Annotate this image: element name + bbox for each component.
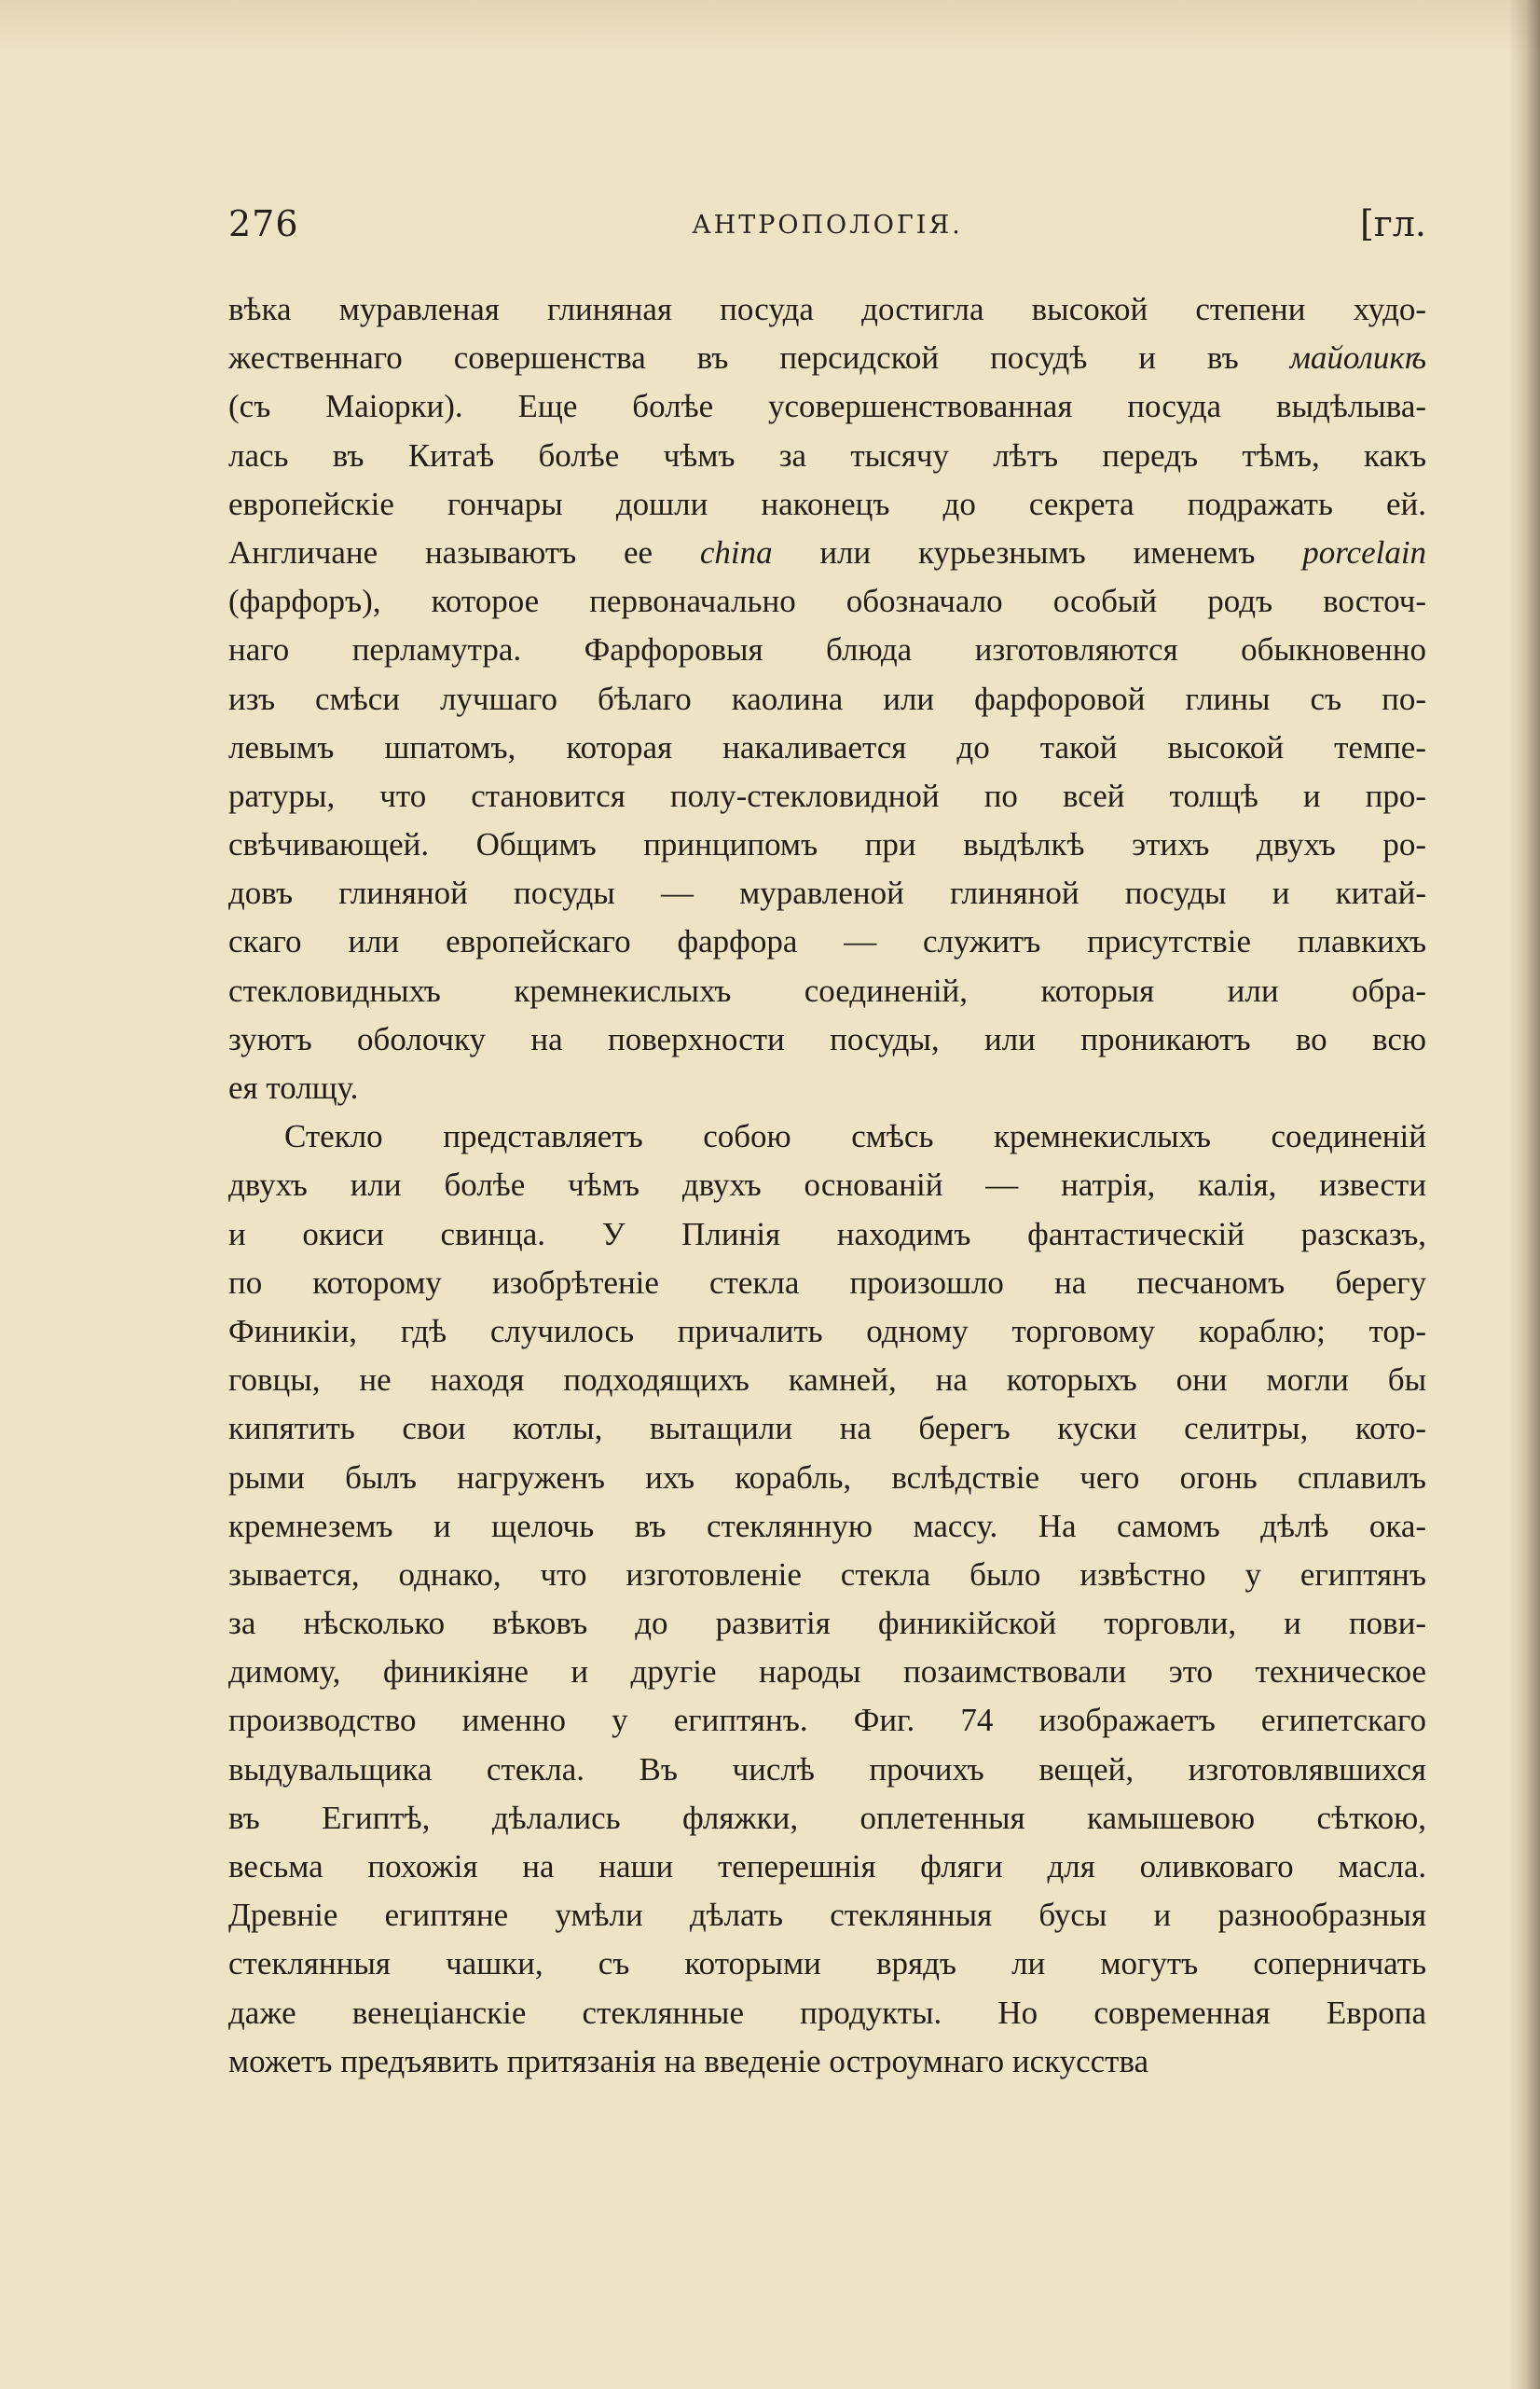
text-line: европейскіе гончары дошли наконецъ до секрета подражать ей. — [228, 485, 1426, 522]
text-line: стеклянныя чашки, съ которыми врядъ ли могутъ соперничать — [228, 1945, 1427, 1982]
text-line: (фарфоръ), которое первоначально обозначало особый родъ восточ- — [228, 583, 1427, 620]
text-line: зывается, однако, что изготовленіе стекла было извѣстно у египтянъ — [228, 1555, 1426, 1593]
paragraph — [228, 285, 1426, 1112]
text-line: ратуры, что становится полу-стекловидной по всей толщѣ и про- — [228, 777, 1427, 814]
chapter-reference: [гл. — [1360, 203, 1426, 244]
text-line: лась въ Китаѣ болѣе чѣмъ за тысячу лѣтъ передъ тѣмъ, какъ — [228, 436, 1427, 474]
text-line: вѣка муравленая глиняная посуда достигла высокой степени худо- — [228, 291, 1427, 327]
text-line: двухъ или болѣе чѣмъ двухъ основаній — натрія, калія, извести — [228, 1167, 1427, 1204]
text-line: зуютъ оболочку на поверхности посуды, или проникаютъ во всю — [228, 1020, 1427, 1057]
text-line: говцы, не находя подходящихъ камней, на которыхъ они могли бы — [228, 1361, 1427, 1399]
text-line: кремнеземъ и щелочь въ стеклянную массу. На самомъ дѣлѣ ока- — [228, 1507, 1427, 1544]
text-line: довъ глиняной посуды — муравленой глиняной посуды и китай- — [228, 875, 1427, 912]
text-line: жественнаго совершенства въ персидской посудѣ и въ майоликѣ — [228, 339, 1427, 377]
text-line: Финикіи, гдѣ случилось причалить одному торговому кораблю; тор- — [228, 1312, 1426, 1349]
page-top-shade — [0, 0, 1540, 56]
paragraph — [228, 1112, 1426, 2086]
running-head: АНТРОПОЛОГІЯ. — [692, 211, 963, 240]
text-line: изъ смѣси лучшаго бѣлаго каолина или фарфоровой глины съ по- — [228, 680, 1427, 717]
text-line: Англичане называютъ ее china или курьезнымъ именемъ porcelain — [228, 533, 1427, 571]
text-line: наго перламутра. Фарфоровыя блюда изготовляются обыкновенно — [228, 631, 1427, 669]
text-line: рыми былъ нагруженъ ихъ корабль, вслѣдствіе чего огонь сплавилъ — [228, 1458, 1427, 1496]
text-line: левымъ шпатомъ, которая накаливается до такой высокой темпе- — [228, 728, 1426, 766]
page-edge-shadow — [1508, 0, 1540, 2389]
emphasized-word: майоликѣ — [1289, 339, 1427, 377]
body-text — [228, 285, 1426, 2086]
text-line: производство именно у египтянъ. Фиг. 74 изображаетъ египетскаго — [228, 1702, 1427, 1739]
text-line: (съ Маіорки). Еще болѣе усовершенствованная посуда выдѣлыва- — [228, 388, 1427, 425]
text-line: и окиси свинца. У Плинія находимъ фантастическій разсказъ, — [228, 1215, 1427, 1252]
text-line: димому, финикіяне и другіе народы позаимствовали это техническое — [228, 1653, 1427, 1691]
page-header — [228, 203, 1426, 259]
page-number: 276 — [228, 203, 299, 244]
text-line: въ Египтѣ, дѣлались фляжки, оплетенныя камышевою сѣткою, — [228, 1799, 1427, 1836]
text-line: даже венеціанскіе стеклянные продукты. Но современная Европа — [228, 1994, 1427, 2031]
text-line: стекловидныхъ кремнекислыхъ соединеній, которыя или обра- — [228, 972, 1427, 1009]
text-line: Стекло представляетъ собою смѣсь кремнекислыхъ соединеній — [284, 1118, 1426, 1155]
text-line: можетъ предъявить притязанія на введеніе остроумнаго искусства — [228, 2042, 1149, 2079]
text-line: кипятить свои котлы, вытащили на берегъ куски селитры, кото- — [228, 1410, 1427, 1447]
emphasized-word: china — [699, 533, 773, 571]
text-line: Древніе египтяне умѣли дѣлать стеклянныя бусы и разнообразныя — [228, 1897, 1427, 1934]
text-line: скаго или европейскаго фарфора — служитъ присутствіе плавкихъ — [228, 923, 1427, 960]
text-line: за нѣсколько вѣковъ до развитія финикійской торговли, и пови- — [228, 1605, 1427, 1642]
text-line: свѣчивающей. Общимъ принципомъ при выдѣлкѣ этихъ двухъ ро- — [228, 826, 1427, 863]
text-line: ея толщу. — [228, 1070, 359, 1106]
text-line: весьма похожія на наши теперешнія фляги для оливковаго масла. — [228, 1848, 1427, 1885]
text-line: по которому изобрѣтеніе стекла произошло на песчаномъ берегу — [228, 1264, 1427, 1301]
emphasized-word: porcelain — [1302, 533, 1427, 571]
text-line: выдувальщика стекла. Въ числѣ прочихъ вещей, изготовлявшихся — [228, 1750, 1427, 1788]
